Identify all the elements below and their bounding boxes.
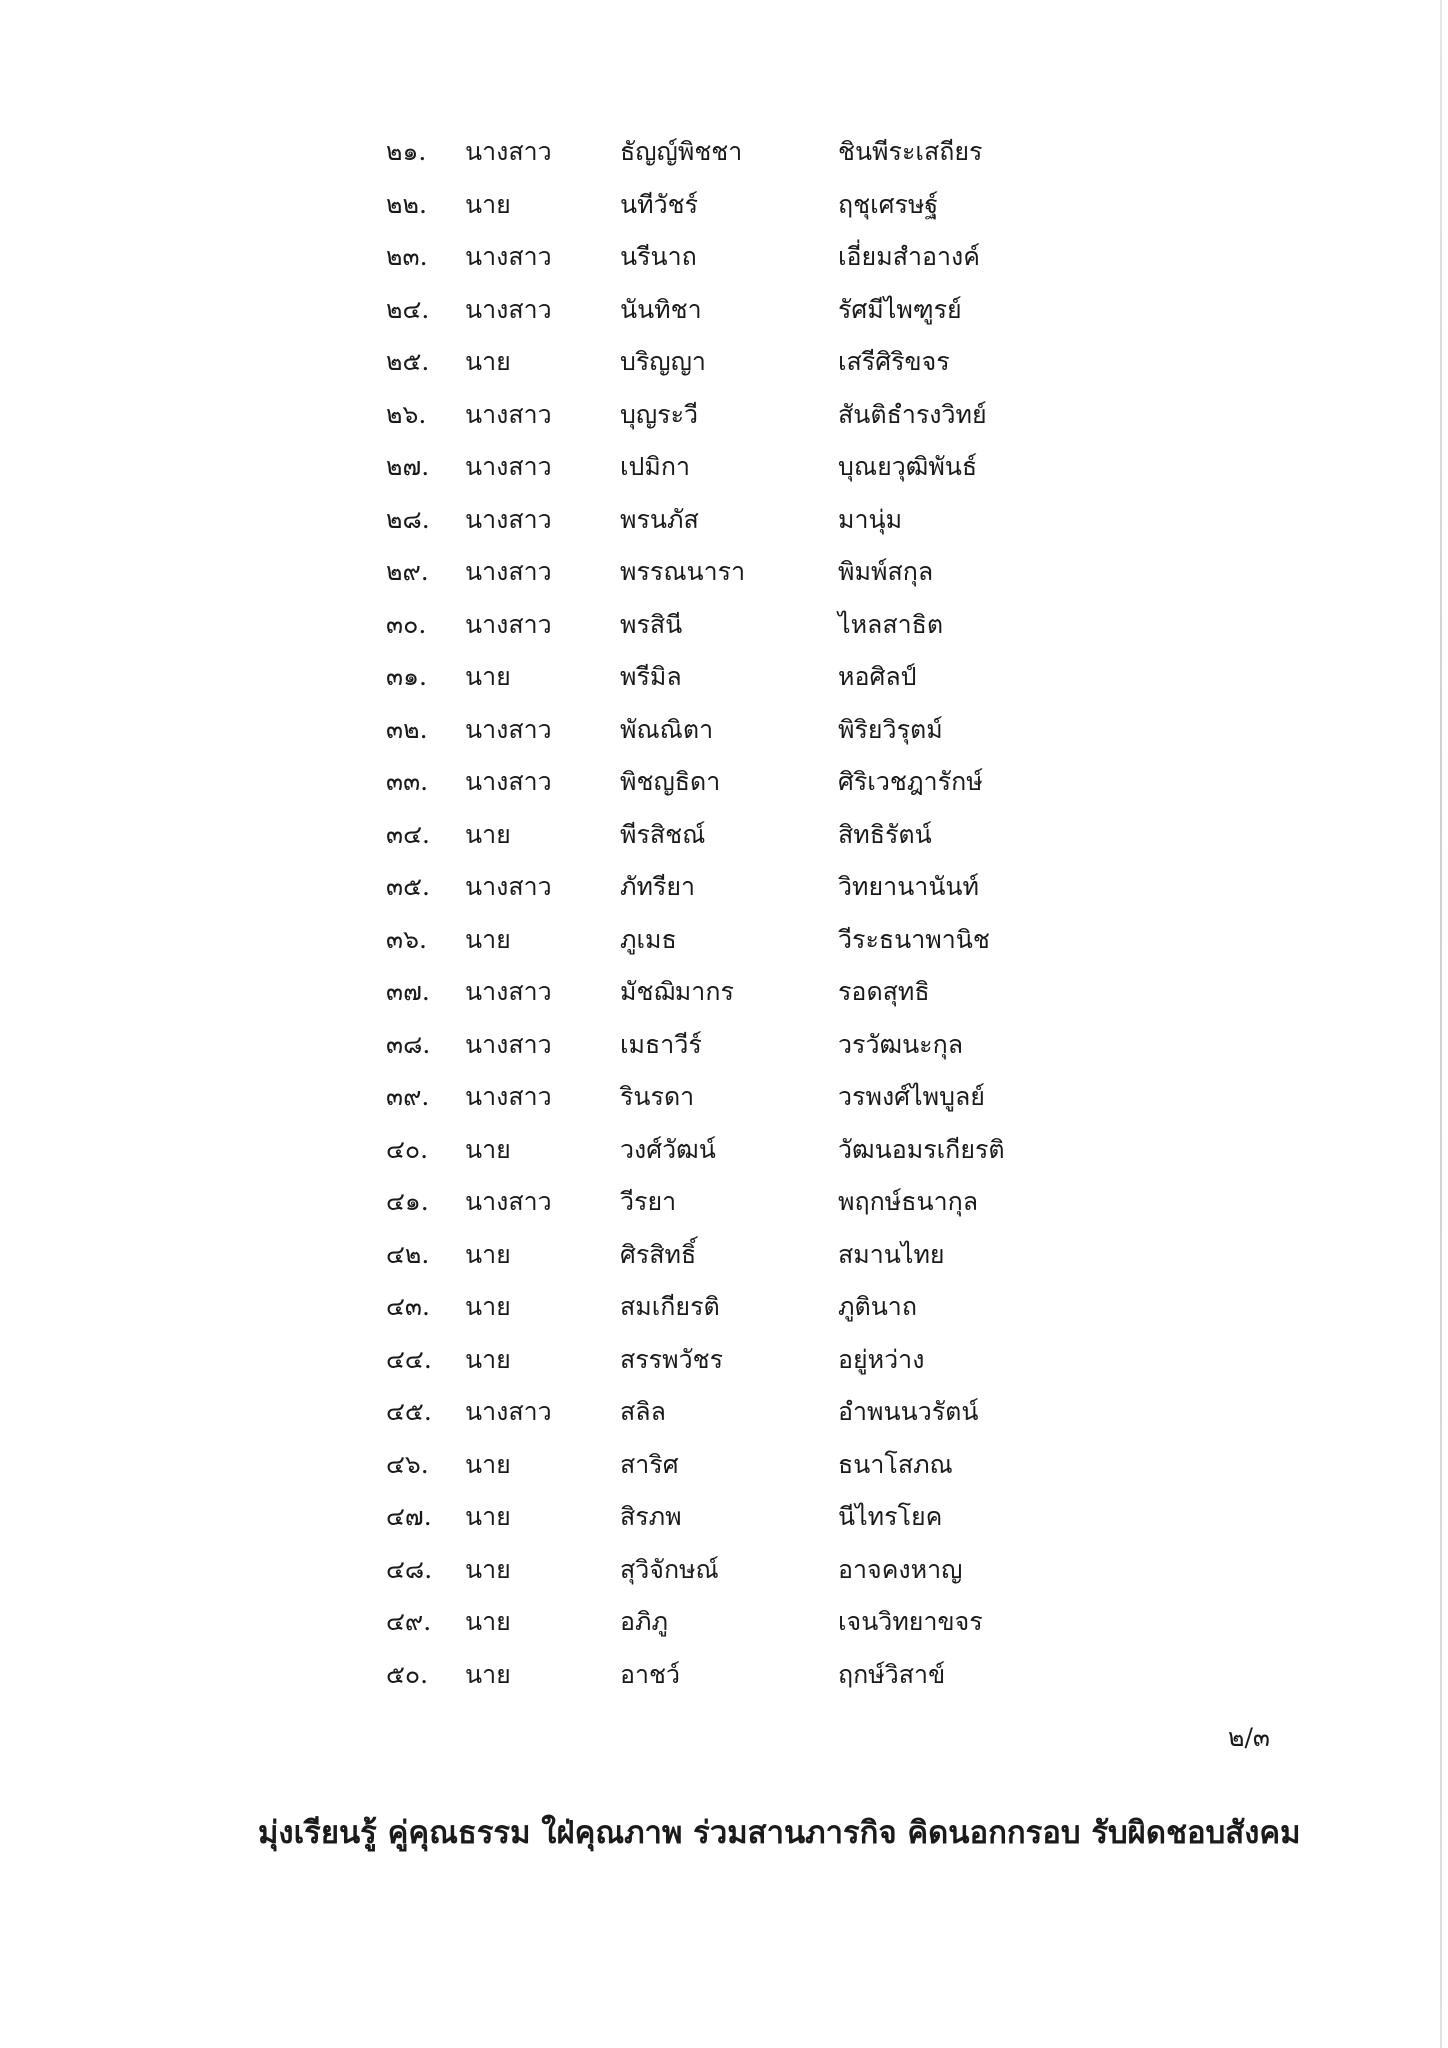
item-last-name: นีไทรโยค	[838, 1502, 943, 1531]
item-last-name: เสรีศิริขจร	[838, 347, 950, 376]
item-title: นางสาว	[465, 137, 552, 166]
item-number: ๒๕.	[386, 347, 430, 376]
item-last-name: ศิริเวชฎารักษ์	[838, 767, 983, 796]
item-first-name: ธัญญ์พิชชา	[620, 137, 743, 166]
item-last-name: วัฒนอมรเกียรติ	[838, 1134, 1005, 1164]
list-item	[386, 920, 1086, 973]
item-last-name: วิทยานานันท์	[838, 872, 979, 901]
item-first-name: สลิล	[620, 1397, 666, 1426]
item-title: นาย	[465, 1239, 511, 1269]
item-number: ๓๗.	[386, 977, 430, 1006]
item-number: ๓๐.	[386, 609, 427, 639]
list-item	[386, 447, 1086, 500]
item-first-name: สุวิจักษณ์	[620, 1554, 719, 1584]
item-title: นางสาว	[465, 1397, 552, 1426]
item-title: นาย	[465, 1449, 511, 1479]
item-title: นาย	[465, 189, 511, 219]
item-number: ๔๓.	[386, 1292, 430, 1321]
item-first-name: วงศ์วัฒน์	[620, 1134, 716, 1164]
item-number: ๓๙.	[386, 1082, 430, 1111]
item-title: นาย	[465, 1659, 511, 1689]
list-item	[386, 1497, 1086, 1550]
item-number: ๔๐.	[386, 1134, 429, 1164]
item-first-name: ภัทรียา	[620, 872, 696, 901]
item-first-name: พีรสิชณ์	[620, 819, 706, 849]
page-number: ๒/๓	[1228, 1723, 1270, 1752]
item-first-name: นันทิชา	[620, 294, 702, 324]
item-title: นาย	[465, 1554, 511, 1584]
item-first-name: ภูเมธ	[620, 924, 677, 954]
list-item	[386, 710, 1086, 763]
item-last-name: อาจคงหาญ	[838, 1554, 963, 1584]
item-title: นางสาว	[465, 557, 552, 586]
list-item	[386, 605, 1086, 658]
item-title: นาย	[465, 1607, 511, 1636]
list-item	[386, 972, 1086, 1025]
item-last-name: ฤกษ์วิสาข์	[838, 1659, 946, 1689]
item-title: นางสาว	[465, 1082, 552, 1111]
item-last-name: รอดสุทธิ	[838, 977, 930, 1006]
item-first-name: วีรยา	[620, 1187, 677, 1216]
item-last-name: สิทธิรัตน์	[838, 819, 932, 849]
item-title: นางสาว	[465, 452, 552, 481]
item-first-name: สมเกียรติ	[620, 1292, 720, 1321]
item-last-name: พฤกษ์ธนากุล	[838, 1187, 979, 1216]
list-item	[386, 762, 1086, 815]
item-last-name: ธนาโสภณ	[838, 1449, 953, 1479]
item-number: ๒๗.	[386, 452, 430, 481]
item-first-name: บริญญา	[620, 347, 706, 376]
item-first-name: นรีนาถ	[620, 242, 697, 271]
scan-edge	[1440, 0, 1442, 2048]
item-number: ๔๒.	[386, 1239, 430, 1269]
item-first-name: สิรภพ	[620, 1502, 682, 1531]
list-item	[386, 185, 1086, 238]
list-item	[386, 1392, 1086, 1445]
list-item	[386, 1287, 1086, 1340]
item-first-name: อภิภู	[620, 1607, 668, 1636]
item-first-name: พัณณิตา	[620, 714, 714, 744]
item-number: ๓๔.	[386, 819, 430, 849]
item-last-name: พิริยวิรุตม์	[838, 714, 943, 744]
item-number: ๔๘.	[386, 1554, 433, 1584]
item-last-name: ภูตินาถ	[838, 1292, 917, 1321]
item-first-name: สรรพวัชร	[620, 1344, 724, 1374]
item-first-name: มัชฌิมากร	[620, 977, 734, 1006]
item-title: นาย	[465, 347, 511, 376]
item-title: นาย	[465, 1502, 511, 1531]
item-number: ๓๘.	[386, 1029, 431, 1059]
item-title: นาย	[465, 924, 511, 954]
item-number: ๓๖.	[386, 924, 427, 954]
item-number: ๒๖.	[386, 399, 427, 429]
item-first-name: นทีวัชร์	[620, 189, 699, 219]
item-last-name: บุณยวุฒิพันธ์	[838, 452, 978, 481]
item-last-name: มานุ่ม	[838, 504, 903, 534]
item-number: ๔๗.	[386, 1502, 432, 1531]
item-title: นางสาว	[465, 977, 552, 1006]
list-item	[386, 1077, 1086, 1130]
item-last-name: พิมพ์สกุล	[838, 557, 934, 586]
item-title: นาย	[465, 1344, 511, 1374]
list-item	[386, 1445, 1086, 1498]
list-item	[386, 657, 1086, 710]
item-number: ๒๑.	[386, 137, 427, 166]
item-title: นางสาว	[465, 504, 552, 534]
item-number: ๒๙.	[386, 557, 429, 586]
list-item	[386, 867, 1086, 920]
item-first-name: เปมิกา	[620, 452, 691, 481]
item-first-name: ศิรสิทธิ์	[620, 1239, 697, 1269]
item-title: นางสาว	[465, 242, 552, 271]
item-first-name: พิชญธิดา	[620, 767, 721, 796]
item-first-name: พรีมิล	[620, 662, 682, 691]
item-last-name: รัศมีไพฑูรย์	[838, 294, 962, 324]
item-title: นางสาว	[465, 714, 552, 744]
item-last-name: ไหลสาธิต	[838, 609, 944, 639]
item-number: ๔๔.	[386, 1344, 432, 1374]
item-number: ๓๓.	[386, 767, 429, 796]
item-last-name: หอศิลป์	[838, 662, 917, 691]
list-item	[386, 1025, 1086, 1078]
item-title: นางสาว	[465, 399, 552, 429]
list-item	[386, 500, 1086, 553]
list-item	[386, 1182, 1086, 1235]
item-number: ๓๒.	[386, 714, 428, 744]
item-last-name: อำพนนวรัตน์	[838, 1397, 979, 1426]
item-title: นางสาว	[465, 872, 552, 901]
list-item	[386, 1235, 1086, 1288]
item-last-name: วรวัฒนะกุล	[838, 1029, 964, 1059]
item-number: ๓๑.	[386, 662, 427, 691]
list-item	[386, 552, 1086, 605]
item-number: ๒๓.	[386, 242, 428, 271]
item-number: ๔๕.	[386, 1397, 432, 1426]
item-number: ๕๐.	[386, 1659, 429, 1689]
item-last-name: ชินพีระเสถียร	[838, 137, 983, 166]
item-first-name: พรนภัส	[620, 504, 699, 534]
item-first-name: เมธาวีร์	[620, 1029, 702, 1059]
list-item	[386, 290, 1086, 343]
item-title: นางสาว	[465, 609, 552, 639]
list-item	[386, 1130, 1086, 1183]
item-number: ๒๔.	[386, 294, 430, 324]
item-last-name: วรพงศ์ไพบูลย์	[838, 1082, 985, 1111]
item-number: ๔๑.	[386, 1187, 429, 1216]
name-list	[386, 132, 1086, 1707]
item-first-name: รินรดา	[620, 1082, 695, 1111]
item-last-name: ฤชุเศรษฐ์	[838, 189, 939, 219]
item-title: นาย	[465, 662, 511, 691]
item-number: ๒๘.	[386, 504, 430, 534]
item-last-name: สันติธำรงวิทย์	[838, 399, 987, 429]
item-last-name: เจนวิทยาขจร	[838, 1607, 983, 1636]
list-item	[386, 132, 1086, 185]
item-title: นางสาว	[465, 767, 552, 796]
list-item	[386, 237, 1086, 290]
list-item	[386, 1602, 1086, 1655]
list-item	[386, 342, 1086, 395]
list-item	[386, 1340, 1086, 1393]
item-first-name: สาริศ	[620, 1449, 679, 1479]
item-number: ๒๒.	[386, 189, 427, 219]
item-last-name: วีระธนาพานิช	[838, 924, 990, 954]
list-item	[386, 1550, 1086, 1603]
motto: มุ่งเรียนรู้ คู่คุณธรรม ใฝ่คุณภาพ ร่วมสานภารกิจ คิดนอกกรอบ รับผิดชอบสังคม	[258, 1815, 1301, 1851]
list-item	[386, 815, 1086, 868]
list-item	[386, 1655, 1086, 1708]
item-last-name: สมานไทย	[838, 1239, 945, 1269]
item-title: นาย	[465, 819, 511, 849]
item-first-name: อาชว์	[620, 1659, 681, 1689]
item-first-name: พรรณนารา	[620, 557, 746, 586]
item-title: นางสาว	[465, 294, 552, 324]
item-first-name: บุญระวี	[620, 399, 699, 429]
item-last-name: อยู่หว่าง	[838, 1344, 925, 1374]
item-title: นาย	[465, 1292, 511, 1321]
item-number: ๓๕.	[386, 872, 430, 901]
item-last-name: เอี่ยมสำอางค์	[838, 242, 980, 271]
item-title: นางสาว	[465, 1029, 552, 1059]
item-title: นาย	[465, 1134, 511, 1164]
item-number: ๔๙.	[386, 1607, 432, 1636]
list-item	[386, 395, 1086, 448]
item-number: ๔๖.	[386, 1449, 429, 1479]
item-title: นางสาว	[465, 1187, 552, 1216]
item-first-name: พรสินี	[620, 609, 683, 639]
